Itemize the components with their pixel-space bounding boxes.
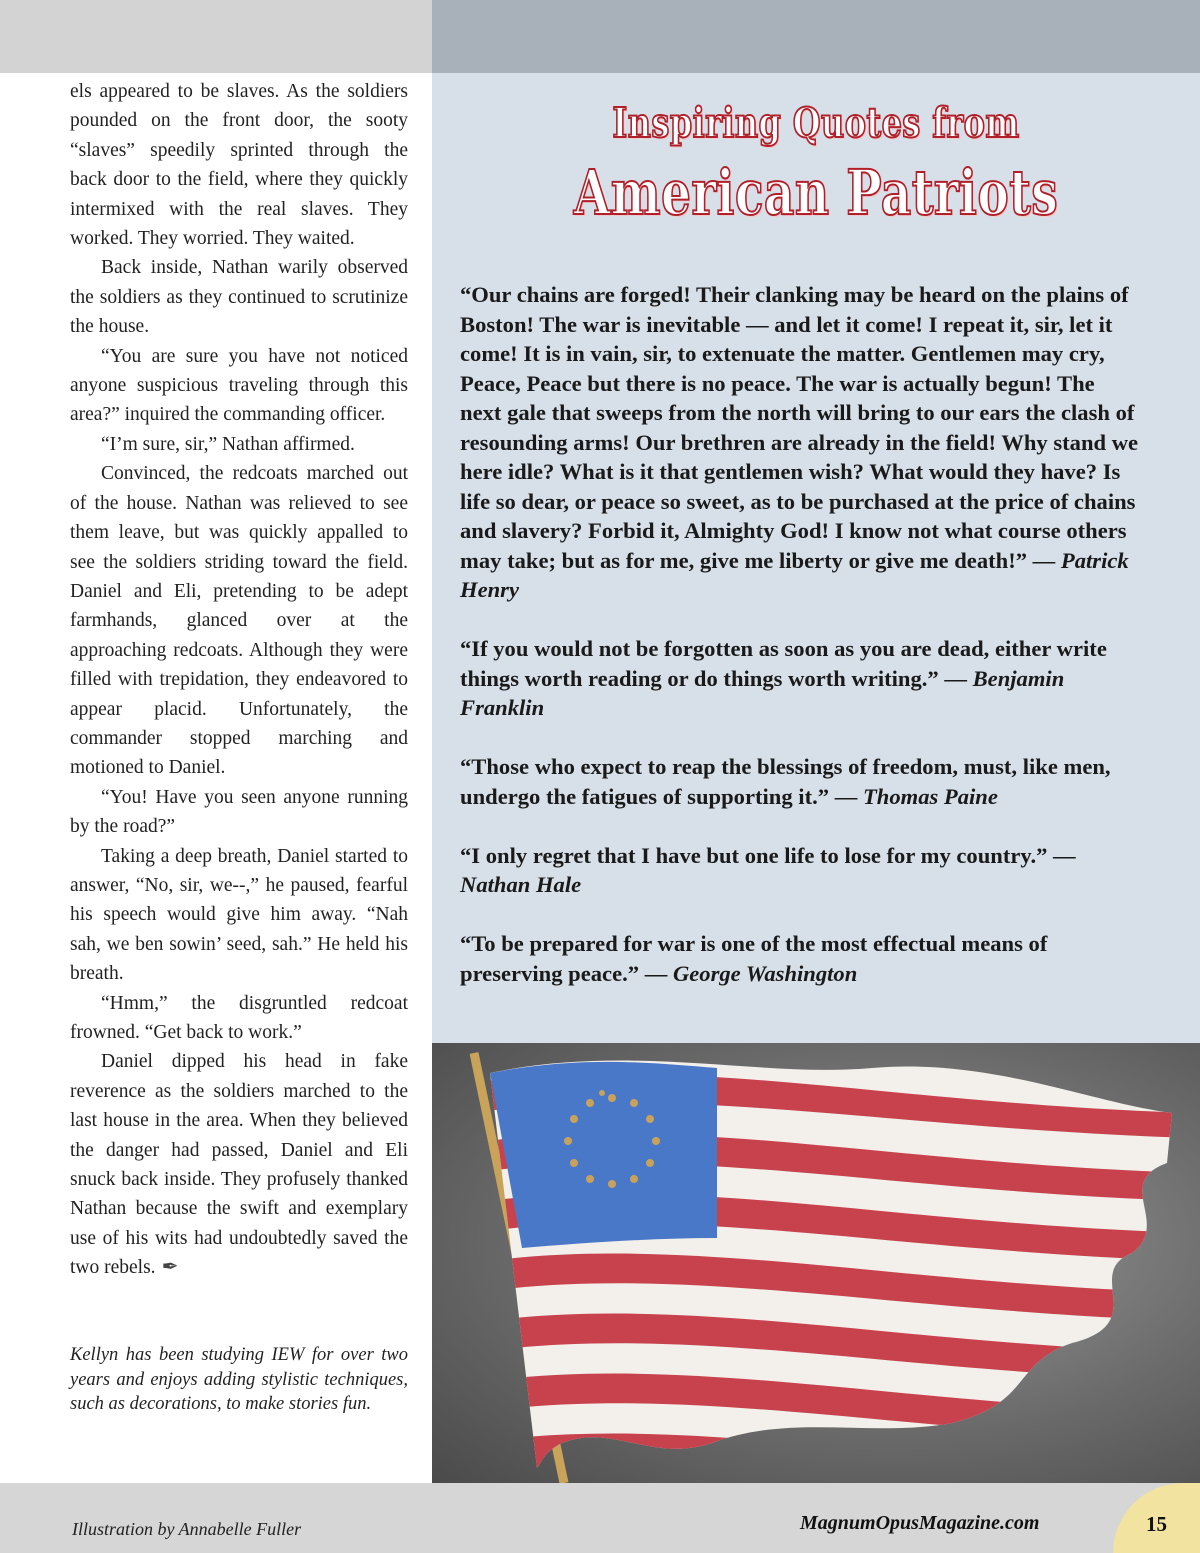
quill-pen-icon: ✒ (161, 1256, 179, 1279)
top-left-header-band (0, 0, 432, 73)
story-column (70, 77, 408, 1283)
story-last-paragraph (70, 1047, 408, 1282)
quote-text: “If you would not be forgotten as soon as you are dead, either write things worth reading or do things worth writing.” — (460, 636, 1107, 691)
flag-illustration (432, 1043, 1200, 1483)
story-paragraph: “Hmm,” the disgruntled redcoat frowned. “Get back to work.” (70, 992, 408, 1043)
top-right-header-band (432, 0, 1200, 73)
page-number: 15 (1146, 1512, 1167, 1536)
story-paragraph: Back inside, Nathan warily observed the soldiers as they continued to scrutinize the house. (70, 257, 408, 338)
story-paragraph: Convinced, the redcoats marched out of the house. Nathan was relieved to see them leave, but was quickly appalled to see the soldiers striding toward the field. Daniel and Eli, pretending to be adept farmhands, glanced over at the approaching redcoats. Although they were filled with trepidation, they endeavored to appear placid. Unfortunately, the commander stopped marching and motioned to Daniel. (70, 463, 408, 779)
quote-item (460, 929, 1140, 988)
quote-item (460, 841, 1140, 900)
quote-item (460, 280, 1140, 605)
waving-flag-drawing (432, 1043, 1200, 1483)
quote-text: “To be prepared for war is one of the most effectual means of preserving peace.” — (460, 931, 1048, 986)
story-paragraph: els appeared to be slaves. As the soldiers pounded on the front door, the sooty “slaves” speedily sprinted through the back door to the field, where they quickly intermixed with the real slaves. They worked. They worried. They waited. (70, 81, 408, 250)
quote-author: Patrick Henry (460, 547, 1129, 602)
quotes-list (460, 280, 1140, 1018)
quote-item (460, 634, 1140, 723)
headline-line-1: Inspiring Quotes from (612, 99, 1020, 147)
quote-author: Benjamin Franklin (460, 665, 1065, 720)
quote-author: Nathan Hale (460, 872, 582, 897)
quote-item (460, 752, 1140, 811)
story-paragraph: Taking a deep breath, Daniel started to answer, “No, sir, we--,” he paused, fearful his speech would give him away. “Nah sah, we ben sowin’ seed, sah.” He held his breath. (70, 845, 408, 985)
author-bio: Kellyn has been studying IEW for over two years and enjoys adding stylistic techniques, such as decorations, to make stories fun. (70, 1345, 408, 1414)
story-paragraph-text: Daniel dipped his head in fake reverence as the soldiers marched to the last house in the area. When they believed the danger had passed, Daniel and Eli snuck back inside. They profusely thanked Nathan because the swift and exemplary use of his wits had undoubtedly saved the two rebels. (70, 1051, 408, 1279)
quote-author: Thomas Paine (862, 783, 998, 809)
quote-text: “I only regret that I have but one life to lose for my country.” — (460, 842, 1076, 868)
quote-text: “Those who expect to reap the blessings of freedom, must, like men, undergo the fatigues of supporting it.” — (460, 754, 1111, 809)
quote-author: George Washington (672, 960, 858, 986)
story-paragraph: “You! Have you seen anyone running by the road?” (70, 786, 408, 838)
magazine-website: MagnumOpusMagazine.com (800, 1512, 1040, 1534)
quote-text: “Our chains are forged! Their clanking may be heard on the plains of Boston! The war is inevitable — and let it come! I repeat it, sir, let it come! It is in vain, sir, to extenuate the matter. Gentlemen may cry, Peace, Peace but there is no peace. The war is actually begun! The next gale that sweeps from the north will bring to our ears the clash of resounding arms! Our brethren are already in the field! Why stand we here idle? What is it that gentlemen wish? What would they have? Is life so dear, or peace so sweet, as to be purchased at the price of chains and slavery? Forbid it, Almighty God! I know not what course others may take; but as for me, give me liberty or give me death!” — (460, 282, 1139, 573)
story-paragraph: “You are sure you have not noticed anyone suspicious traveling through this area?” inquired the commanding officer. (70, 345, 408, 426)
sidebar-headline (432, 95, 1200, 235)
flag-canton (490, 1062, 717, 1248)
story-paragraph: “I’m sure, sir,” Nathan affirmed. (101, 433, 355, 455)
illustration-credit: Illustration by Annabelle Fuller (72, 1519, 302, 1539)
flag-stripes (432, 1043, 1200, 1483)
headline-line-2: American Patriots (573, 156, 1059, 229)
